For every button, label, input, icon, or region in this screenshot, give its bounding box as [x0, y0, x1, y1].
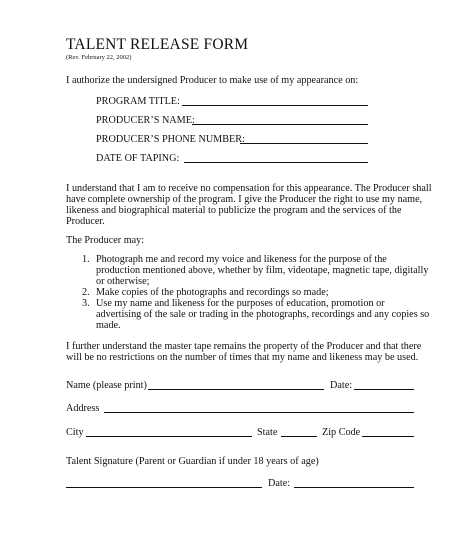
state-field[interactable]: [281, 436, 317, 437]
program-title-field[interactable]: [182, 105, 368, 106]
master-tape-paragraph-line: I further understand the master tape remains the property of the Producer and that there: [66, 341, 422, 352]
zip-code-field[interactable]: [362, 436, 414, 437]
date-of-taping-label: DATE OF TAPING:: [96, 153, 180, 164]
producers-name-field[interactable]: [192, 124, 368, 125]
program-title-label: PROGRAM TITLE:: [96, 96, 180, 107]
date-label: Date:: [330, 380, 353, 391]
list-item-name-likeness: advertising of the sale or trading in the photographs, recordings and any copies so: [96, 309, 430, 320]
state-label: State: [257, 427, 278, 438]
name-field[interactable]: [148, 389, 324, 390]
master-tape-paragraph-line: will be no restrictions on the number of times that my name and likeness may be used.: [66, 352, 419, 363]
list-number: 2.: [82, 287, 90, 298]
list-item-photograph: or otherwise;: [96, 276, 150, 287]
address-field[interactable]: [104, 412, 414, 413]
list-number: 1.: [82, 254, 90, 265]
zip-code-label: Zip Code: [322, 427, 361, 438]
form-title: TALENT RELEASE FORM: [66, 36, 249, 53]
list-item-name-likeness: made.: [96, 320, 121, 331]
name-label: Name (please print): [66, 380, 147, 391]
signature-date-field[interactable]: [294, 487, 414, 488]
compensation-paragraph-line: Producer.: [66, 216, 105, 227]
talent-signature-label: Talent Signature (Parent or Guardian if under 18 years of age): [66, 456, 319, 467]
signature-date-label: Date:: [268, 478, 291, 489]
producers-name-label: PRODUCER’S NAME:: [96, 115, 195, 126]
list-item-name-likeness: Use my name and likeness for the purposes of education, promotion or: [96, 298, 385, 309]
producers-phone-field[interactable]: [240, 143, 368, 144]
list-item-photograph: Photograph me and record my voice and likeness for the purpose of the: [96, 254, 387, 265]
city-field[interactable]: [86, 436, 252, 437]
address-label: Address: [66, 403, 100, 414]
city-label: City: [66, 427, 84, 438]
list-item-copies: Make copies of the photographs and recordings so made;: [96, 287, 329, 298]
producer-may-heading: The Producer may:: [66, 235, 145, 246]
revision-date: (Rev. February 22, 2002): [66, 54, 132, 61]
date-field[interactable]: [354, 389, 414, 390]
list-number: 3.: [82, 298, 90, 309]
date-of-taping-field[interactable]: [184, 162, 368, 163]
producers-phone-label: PRODUCER’S PHONE NUMBER:: [96, 134, 245, 145]
list-item-photograph: production mentioned above, whether by film, videotape, magnetic tape, digitally: [96, 265, 429, 276]
compensation-paragraph-line: I understand that I am to receive no compensation for this appearance. The Producer shall: [66, 183, 432, 194]
compensation-paragraph-line: likeness and biographical material to publicize the program and the services of the: [66, 205, 402, 216]
intro-text: I authorize the undersigned Producer to make use of my appearance on:: [66, 75, 359, 86]
talent-signature-field[interactable]: [66, 487, 262, 488]
compensation-paragraph-line: have complete ownership of the program. I give the Producer the right to use my name,: [66, 194, 423, 205]
